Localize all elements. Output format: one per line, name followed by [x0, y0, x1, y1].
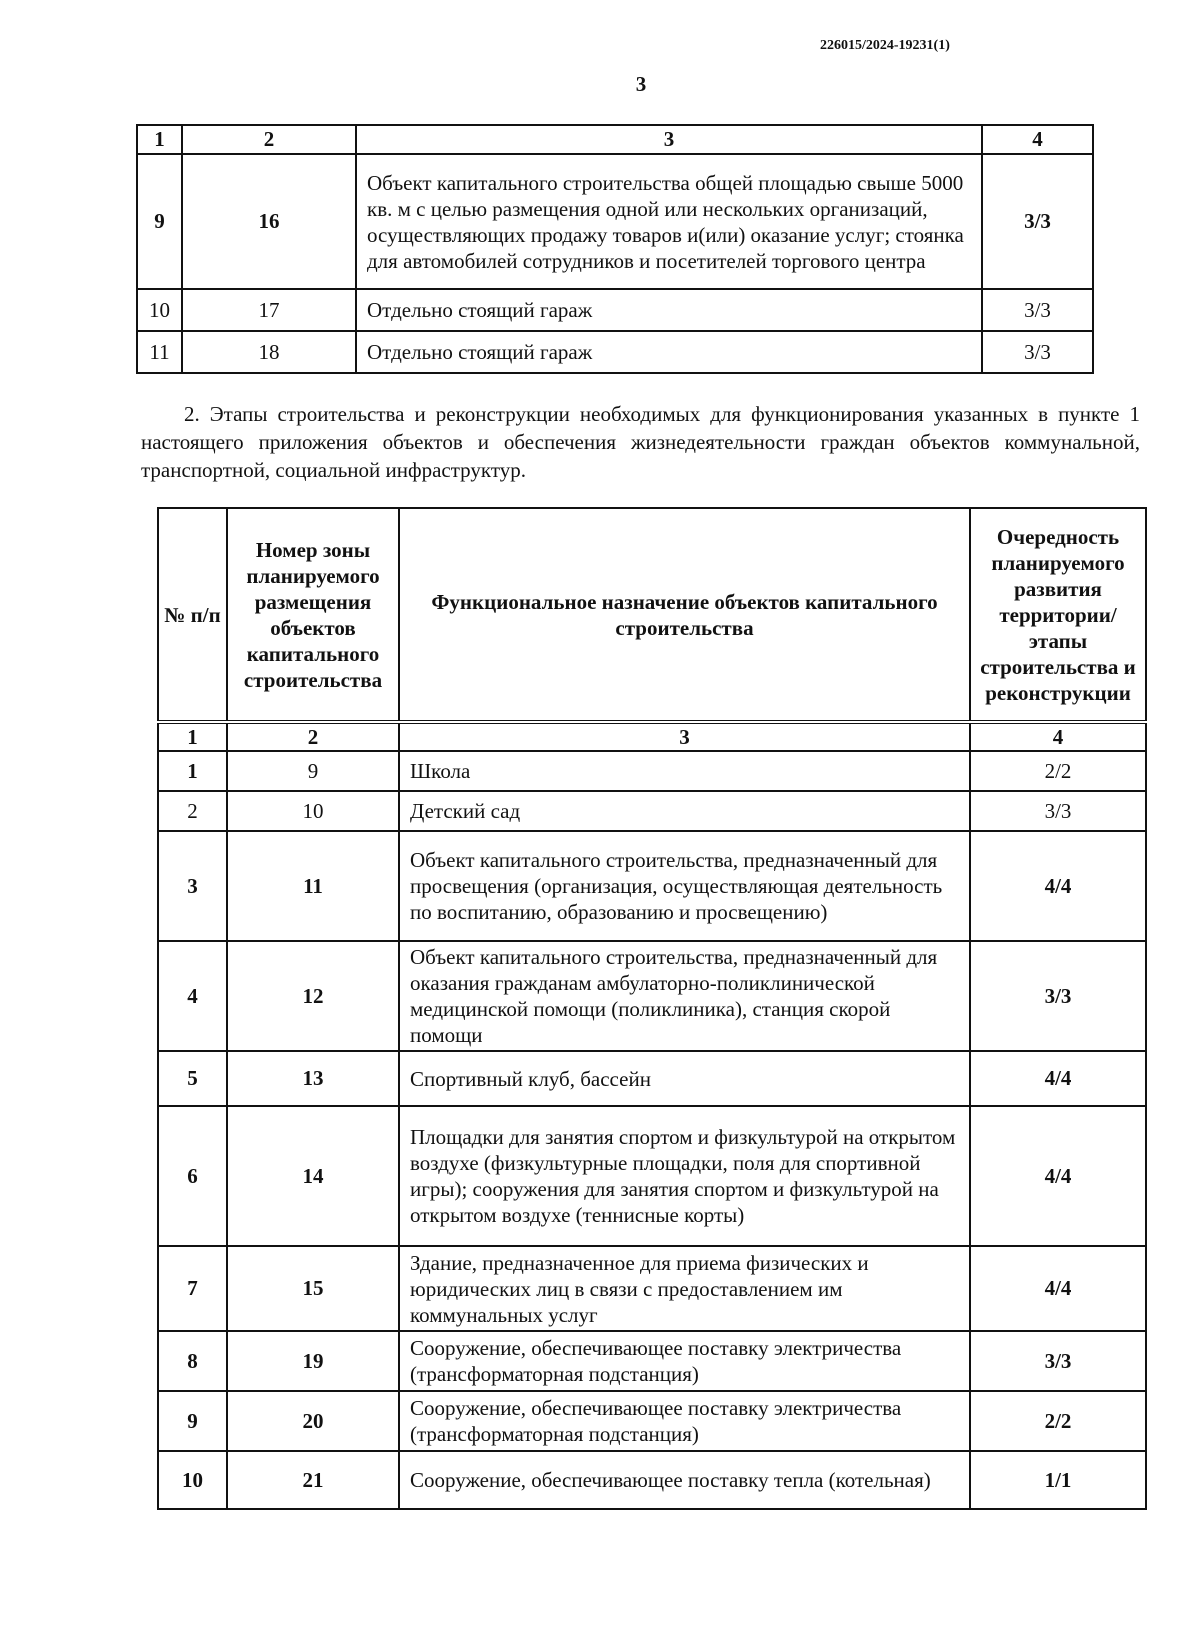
zone-number: 15: [227, 1246, 399, 1331]
object-description: Здание, предназначенное для приема физических и юридических лиц в связи с предоставлением им коммунальных услуг: [399, 1246, 970, 1331]
stage-value: 3/3: [970, 1331, 1146, 1391]
stage-value: 2/2: [970, 751, 1146, 791]
header-stage: Очередность планируемого развития территории/ этапы строительства и реконструкции: [970, 508, 1146, 722]
stage-value: 3/3: [970, 941, 1146, 1051]
zone-number: 14: [227, 1106, 399, 1246]
zone-number: 20: [227, 1391, 399, 1451]
object-description: Объект капитального строительства общей площадью свыше 5000 кв. м с целью размещения одной или нескольких организаций, осуществляющих продажу товаров и(или) оказание услуг; стоянка для автомобилей сотрудников и посетителей торгового центра: [356, 154, 982, 289]
document-id: 226015/2024-19231(1): [820, 38, 950, 53]
stage-value: 1/1: [970, 1451, 1146, 1509]
zone-number: 10: [227, 791, 399, 831]
object-description: Школа: [399, 751, 970, 791]
row-index: 9: [137, 154, 182, 289]
object-description: Объект капитального строительства, предназначенный для оказания гражданам амбулаторно-поликлинической медицинской помощи (поликлиника), станция скорой помощи: [399, 941, 970, 1051]
table-row: [158, 941, 1146, 1051]
stage-value: 4/4: [970, 831, 1146, 941]
zone-number: 21: [227, 1451, 399, 1509]
row-index: 6: [158, 1106, 227, 1246]
table-row: [158, 1106, 1146, 1246]
row-index: 4: [158, 941, 227, 1051]
table-row: [137, 289, 1093, 331]
row-index: 9: [158, 1391, 227, 1451]
row-index: 2: [158, 791, 227, 831]
stage-value: 2/2: [970, 1391, 1146, 1451]
object-description: Отдельно стоящий гараж: [356, 289, 982, 331]
table-row: [158, 1331, 1146, 1391]
table-construction-stages: [157, 507, 1147, 1510]
zone-number: 9: [227, 751, 399, 791]
object-description: Сооружение, обеспечивающее поставку электричества (трансформаторная подстанция): [399, 1331, 970, 1391]
stage-value: 4/4: [970, 1106, 1146, 1246]
zone-number: 18: [182, 331, 356, 373]
object-description: Площадки для занятия спортом и физкультурой на открытом воздухе (физкультурные площадки, поля для спортивной игры); сооружения для занятия спортом и физкультурой на открытом воздухе (теннисные корты): [399, 1106, 970, 1246]
table-row: [158, 1051, 1146, 1106]
stage-value: 3/3: [982, 289, 1093, 331]
row-index: 3: [158, 831, 227, 941]
row-index: 5: [158, 1051, 227, 1106]
stage-value: 4/4: [970, 1051, 1146, 1106]
table-row: [137, 154, 1093, 289]
row-index: 10: [137, 289, 182, 331]
column-numbers-row: [158, 722, 1146, 751]
zone-number: 19: [227, 1331, 399, 1391]
col-number: 2: [182, 125, 356, 154]
stage-value: 3/3: [982, 154, 1093, 289]
table-row: [158, 831, 1146, 941]
zone-number: 12: [227, 941, 399, 1051]
table-header-row: [158, 508, 1146, 722]
row-index: 7: [158, 1246, 227, 1331]
zone-number: 13: [227, 1051, 399, 1106]
row-index: 1: [158, 751, 227, 791]
zone-number: 16: [182, 154, 356, 289]
section-paragraph: 2. Этапы строительства и реконструкции необходимых для функционирования указанных в пункте 1 настоящего приложения объектов и обеспечения жизнедеятельности граждан объектов коммунальной, транспортной, социальной инфраструктур.: [141, 402, 1140, 482]
col-number: 1: [137, 125, 182, 154]
col-number: 2: [227, 722, 399, 751]
header-purpose: Функциональное назначение объектов капитального строительства: [399, 508, 970, 722]
object-description: Детский сад: [399, 791, 970, 831]
row-index: 8: [158, 1331, 227, 1391]
zone-number: 11: [227, 831, 399, 941]
zone-number: 17: [182, 289, 356, 331]
table-row: [158, 751, 1146, 791]
col-number: 4: [982, 125, 1093, 154]
object-description: Сооружение, обеспечивающее поставку тепла (котельная): [399, 1451, 970, 1509]
header-zone: Номер зоны планируемого размещения объектов капитального строительства: [227, 508, 399, 722]
col-number: 4: [970, 722, 1146, 751]
table-row: [158, 791, 1146, 831]
object-description: Отдельно стоящий гараж: [356, 331, 982, 373]
row-index: 10: [158, 1451, 227, 1509]
col-number: 3: [399, 722, 970, 751]
stage-value: 3/3: [970, 791, 1146, 831]
row-index: 11: [137, 331, 182, 373]
table-zones-continued: [136, 124, 1094, 374]
col-number: 3: [356, 125, 982, 154]
table-row: [137, 331, 1093, 373]
object-description: Сооружение, обеспечивающее поставку электричества (трансформаторная подстанция): [399, 1391, 970, 1451]
table-row: [158, 1451, 1146, 1509]
table-header-row: [137, 125, 1093, 154]
table-row: [158, 1246, 1146, 1331]
stage-value: 3/3: [982, 331, 1093, 373]
object-description: Спортивный клуб, бассейн: [399, 1051, 970, 1106]
col-number: 1: [158, 722, 227, 751]
object-description: Объект капитального строительства, предназначенный для просвещения (организация, осуществляющая деятельность по воспитанию, образованию и просвещению): [399, 831, 970, 941]
table-row: [158, 1391, 1146, 1451]
page-number: 3: [635, 72, 647, 96]
header-index: № п/п: [158, 508, 227, 722]
stage-value: 4/4: [970, 1246, 1146, 1331]
